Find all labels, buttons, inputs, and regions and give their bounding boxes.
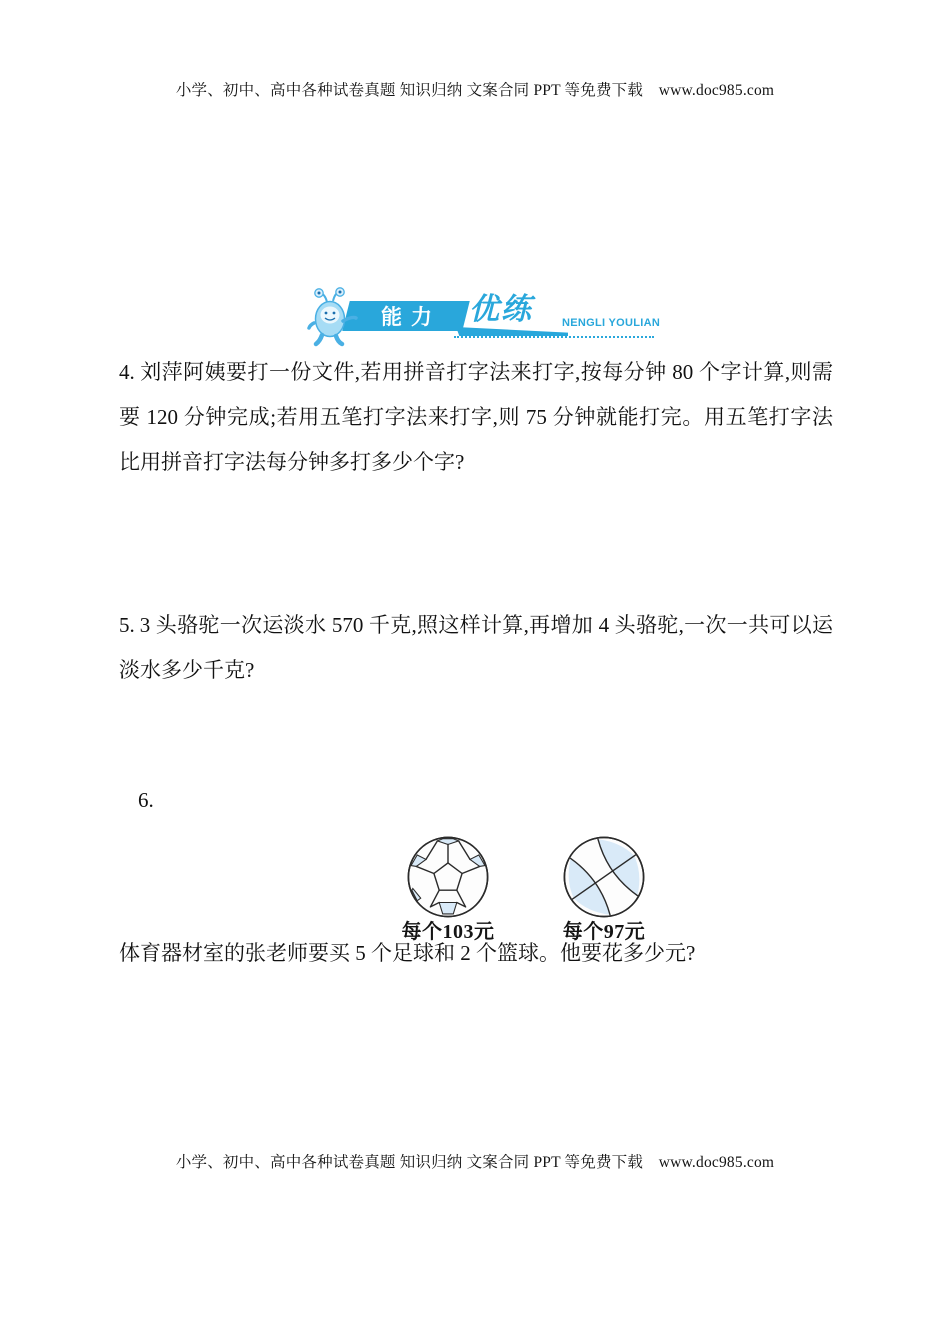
banner-subtitle: NENGLI YOULIAN <box>562 317 661 329</box>
question-5-number: 5. <box>119 613 135 637</box>
question-4-number: 4. <box>119 360 135 384</box>
banner-ribbon <box>342 301 469 331</box>
basketball-price-label: 每个97元 <box>562 921 646 943</box>
question-6-text: 体育器材室的张老师要买 5 个足球和 2 个篮球。他要花多少元? <box>119 941 696 965</box>
mascot-icon <box>306 287 360 347</box>
banner-script-title: 优练 <box>469 293 533 326</box>
basketball-figure <box>548 833 660 944</box>
soccer-ball-icon <box>404 833 492 921</box>
soccer-price-label: 每个103元 <box>401 921 495 943</box>
question-5-text: 3 头骆驼一次运淡水 570 千克,照这样计算,再增加 4 头骆驼,一次一共可以运淡水多少千克? <box>119 613 833 682</box>
footer-text: 小学、初中、高中各种试卷真题 知识归纳 文案合同 PPT 等免费下载 www.doc985.com <box>175 1154 775 1171</box>
question-4 <box>119 350 833 485</box>
question-4-text: 刘萍阿姨要打一份文件,若用拼音打字法来打字,按每分钟 80 个字计算,则需要 120 分钟完成;若用五笔打字法来打字,则 75 分钟就能打完。用五笔打字法比用拼音打字法每分钟多打多少个字? <box>119 360 833 474</box>
question-6-number: 6. <box>138 788 154 812</box>
basketball-icon <box>560 833 648 921</box>
section-banner <box>306 289 666 351</box>
banner-title: 能力 <box>380 306 441 329</box>
header-text: 小学、初中、高中各种试卷真题 知识归纳 文案合同 PPT 等免费下载 www.doc985.com <box>175 82 775 99</box>
soccer-ball-figure <box>392 833 504 944</box>
question-5 <box>119 603 833 693</box>
